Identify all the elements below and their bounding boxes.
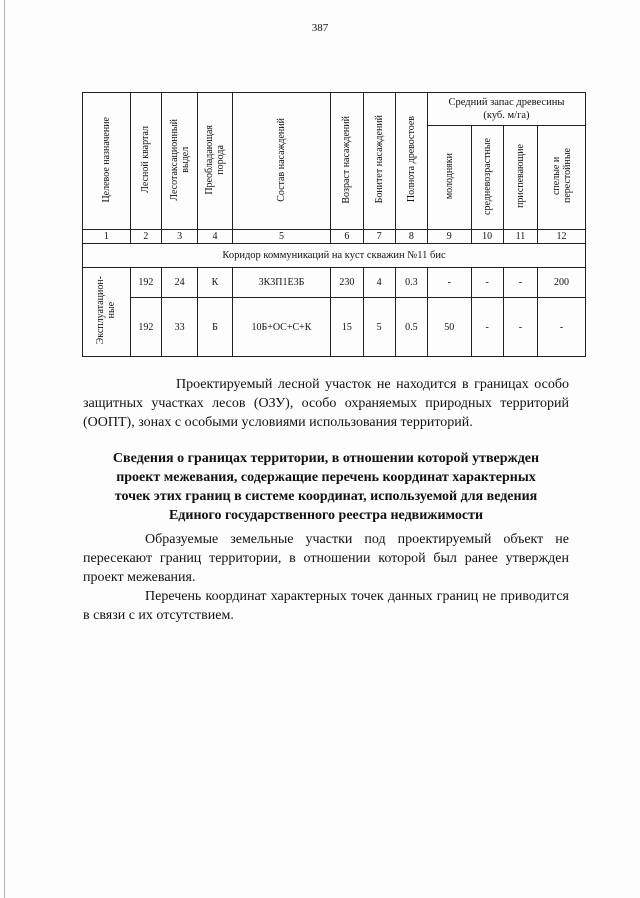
table-cell: 50: [427, 298, 471, 357]
header-density: Полнота древостоев: [395, 93, 427, 230]
column-number: 2: [130, 230, 161, 244]
table-cell: 0.3: [395, 268, 427, 298]
paragraph-protected-areas: Проектируемый лесной участок не находится в границах особо защитных участках лесов (ОЗУ), особо охраняемых природных территорий (ООПТ), зонах с особыми условиями использования территорий.: [83, 377, 569, 430]
table-cell: 4: [363, 268, 395, 298]
heading-line: Сведения о границах территории, в отношении которой утвержден: [112, 451, 540, 466]
table-cell: 24: [161, 268, 197, 298]
table-cell: -: [427, 268, 471, 298]
table-cell: Б: [198, 298, 232, 357]
header-premature: приспевающие: [503, 126, 537, 230]
column-number: 10: [471, 230, 503, 244]
heading-line: Единого государственного реестра недвижимости: [168, 508, 484, 523]
header-dominant-species: Преобладающая порода: [198, 93, 232, 230]
table-cell: 3К3П1Е3Б: [232, 268, 331, 298]
table-cell: 15: [331, 298, 363, 357]
column-numbers-row: [83, 230, 586, 244]
column-number: 9: [427, 230, 471, 244]
column-number: 7: [363, 230, 395, 244]
table-cell: 192: [130, 268, 161, 298]
table-cell: 200: [538, 268, 586, 298]
header-age: Возраст насаждений: [331, 93, 363, 230]
table-row: [83, 298, 586, 357]
header-allotment: Лесотаксационный выдел: [161, 93, 197, 230]
table-cell: 192: [130, 298, 161, 357]
table-cell: -: [503, 298, 537, 357]
column-number: 3: [161, 230, 197, 244]
table-row: [83, 268, 586, 298]
table-cell: 5: [363, 298, 395, 357]
header-purpose: Целевое назначение: [83, 93, 131, 230]
section-title: Коридор коммуникаций на куст скважин №11 бис: [83, 244, 586, 268]
paragraph-land-plots: Образуемые земельные участки под проектируемый объект не пересекают границ территории, в отношении которой был ранее утвержден проект межевания.: [83, 532, 569, 585]
header-composition: Состав насаждений: [232, 93, 331, 230]
column-number: 5: [232, 230, 331, 244]
section-heading: [83, 449, 569, 525]
paragraph-coordinates: Перечень координат характерных точек данных границ не приводится в связи с их отсутствием.: [83, 589, 569, 623]
table-cell: 0.5: [395, 298, 427, 357]
table-cell: -: [503, 268, 537, 298]
column-number: 4: [198, 230, 232, 244]
table-cell: 10Б+ОС+С+К: [232, 298, 331, 357]
table-cell: -: [538, 298, 586, 357]
header-mature: спелые и перестойные: [538, 126, 586, 230]
table-cell: -: [471, 298, 503, 357]
column-number: 8: [395, 230, 427, 244]
column-number: 1: [83, 230, 131, 244]
page-number: 387: [311, 22, 329, 34]
header-quarter: Лесной квартал: [130, 93, 161, 230]
column-number: 6: [331, 230, 363, 244]
heading-line: проект межевания, содержащие перечень координат характерных: [116, 470, 536, 485]
column-number: 12: [538, 230, 586, 244]
header-average-stock: Средний запас древесины (куб. м/га): [427, 93, 585, 126]
table-cell: 33: [161, 298, 197, 357]
header-middle-aged: средневозрастные: [471, 126, 503, 230]
header-young: молодняки: [427, 126, 471, 230]
heading-line: точек этих границ в системе координат, используемой для ведения: [114, 489, 538, 504]
header-bonitet: Бонитет насаждений: [363, 93, 395, 230]
scan-margin-line: [4, 0, 5, 898]
forest-inventory-table: [82, 92, 586, 357]
table-cell: 230: [331, 268, 363, 298]
table-cell: К: [198, 268, 232, 298]
column-number: 11: [503, 230, 537, 244]
table-cell: -: [471, 268, 503, 298]
purpose-cell: Эксплуатацион- ные: [83, 268, 131, 357]
